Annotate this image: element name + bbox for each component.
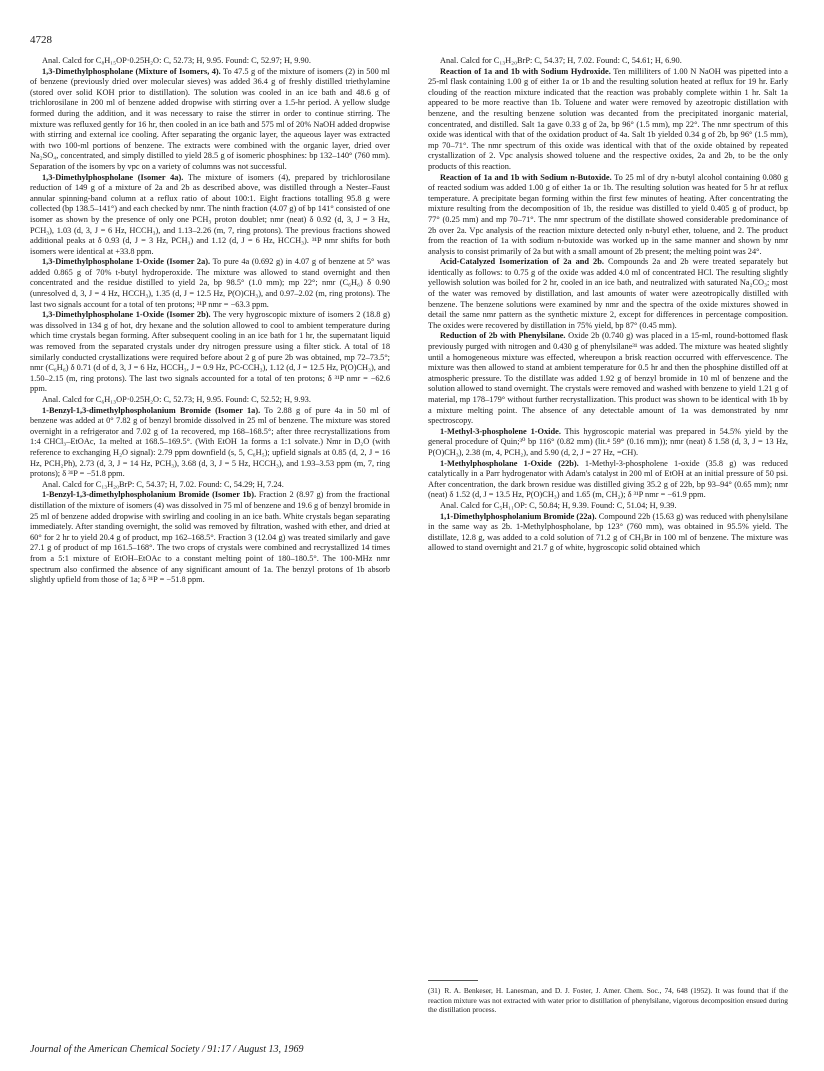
footnote [428, 986, 788, 1015]
section-paragraph [30, 173, 390, 258]
section-body: To pure 4a (0.692 g) in 4.07 g of benzene at 5° was added 0.865 g of 70% t-butyl hydroperoxide. The mixture was allowed to stand overnight and then concentrated and the residue distilled to yield 2a, bp 98.5° (1.0 mm); mp 22°; nmr (C₆H₆) δ 0.90 (unresolved d, 3, J = 4 Hz, HCCH₃), 1.35 (d, J = 12.5 Hz, P(O)CH₃), and 0.97–2.02 (m, ring protons). The last two signals account for a total of ten protons; ³¹P nmr = −63.3 ppm. [30, 257, 390, 309]
section-heading: Reduction of 2b with Phenylsilane. [440, 331, 566, 341]
analysis-line: Anal. Calcd for C₈H₁₅OP·0.25H₂O: C, 52.73; H, 9.95. Found: C, 52.97; H, 9.90. [42, 56, 311, 65]
section-paragraph [428, 257, 788, 331]
section-body: This hygroscopic material was prepared in 54.5% yield by the general procedure of Quin;³⁰ bp 116° (0.82 mm) (lit.⁴ 59° (0.16 mm)); nmr (neat) δ 1.58 (d, 3, J = 13 Hz, P(O)CH₃), 2.38 (m, 4, PCH₂), and 5.90 (d, 2, J = 27 Hz, =CH). [428, 426, 788, 457]
section-heading: 1-Benzyl-1,3-dimethylphospholanium Bromide (Isomer 1b). [42, 490, 257, 500]
section-heading: Reaction of 1a and 1b with Sodium Hydroxide. [440, 66, 611, 76]
section-body: To 25 ml of dry n-butyl alcohol containing 0.080 g of reacted sodium was added 1.00 g of either 1a or 1b. The resulting solution was heated for 5 hr at reflux temperature. A precipitate began forming within the first few minutes of heating. After concentrating the mixture resulting from the decomposition of 1b, the residue was distilled to yield 0.405 g of product, bp 77° (0.25 mm) and mp 70–71°. The nmr spectrum of the distillate showed considerable predominance of 2b over 2a. Vpc analysis of the reaction mixture detected only n-butyl ether, toluene, and 2. The product from the reaction of 1a with sodium n-butoxide was worked up in the same manner and shown by nmr analysis to consist primarily of 2a but with a small amount of 2b present; the melting point was 24°. [428, 172, 789, 256]
page-number: 4728 [30, 34, 52, 46]
section-heading: 1,3-Dimethylphospholane 1-Oxide (Isomer 2a). [42, 257, 211, 267]
section-paragraph [428, 427, 788, 459]
section-body: 1-Methyl-3-phospholene 1-oxide (35.8 g) was reduced catalytically in a Parr hydrogenator with Adam's catalyst in 200 ml of EtOH at an initial pressure of 50 psi. After concentration, the dark brown residue was distilled giving 35.2 g of 22b, bp 93–94° (0.65 mm); nmr (neat) δ 1.52 (d, J = 13.5 Hz, P(O)CH₃) and 1.65 (m, CH₂); δ ³¹P nmr = −61.9 ppm. [428, 458, 788, 500]
section-heading: 1,1-Dimethylphospholanium Bromide (22a). [440, 511, 597, 521]
footnote-divider [428, 980, 478, 981]
section-paragraph [30, 490, 390, 585]
section-heading: Reaction of 1a and 1b with Sodium n-Butoxide. [440, 172, 612, 182]
section-paragraph [30, 310, 390, 395]
analysis-line: Anal. Calcd for C₅H₁₁OP: C, 50.84; H, 9.39. Found: C, 51.04; H, 9.39. [440, 500, 677, 510]
section-body: To 2.88 g of pure 4a in 50 ml of benzene was added at 0° 7.82 g of benzyl bromide dissolved in 25 ml of benzene. The mixture was stored overnight in a refrigerator and 7.02 g of 1a recovered, mp 168–168.5°; after three recrystallizations from 1:4 CHCl₃–EtOAc, 1a melted at 168.5–169.5°. (With EtOH 1a forms a 1:1 solvate.) Nmr in D₂O (with reference to exchanging H₂O signal): 2.79 ppm downfield (s, 5, C₆H₅); upfield signals at 0.85 (d, 2, J = 16 Hz, PCH₂Ph), 2.73 (d, 3, J = 14 Hz, PCH₃), 3.68 (d, 3, J = 5 Hz, HCCH₃), and 1.93–3.53 ppm (m, 7, ring protons); δ ³¹P = −51.8 ppm. [30, 405, 390, 479]
footnote-number: (31) [428, 986, 441, 995]
section-body: Compound 22b (15.63 g) was reduced with phenylsilane in the same way as 2b. 1-Methylphospholane, bp 123° (760 mm), was obtained in 95.5% yield. The distillate, 12.8 g, was added to a cold solution of 71.2 g of CH₃Br in 100 ml of benzene. The mixture was allowed to stand overnight and 21.7 g of white, hygroscopic solid obtained which [428, 511, 788, 553]
section-body: The very hygroscopic mixture of isomers 2 (18.8 g) was dissolved in 134 g of hot, dry hexane and the solution allowed to cool to ambient temperature during which time crystals began forming. After subsequent cooling in an ice bath for 1 hr, the supernatant liquid was removed from the separated crystals under dry nitrogen pressure using a filter stick. A total of 18 similarly conducted crystallizations were required before about 2 g of pure 2b was obtained, mp 72–73.5°; nmr (C₆H₆) δ 0.71 (d of d, 3, J = 6 Hz, HCCH₃, J = 0.9 Hz, PC-CCH₃), 1.12 (d, J = 12.5 Hz, P(O)CH₃), and 1.50–2.15 (m, ring protons). The last two signals accounted for a total of ten protons; δ ³¹P nmr = −62.6 ppm. [30, 310, 390, 394]
section-paragraph [30, 406, 390, 480]
analysis-line: Anal. Calcd for C₁₃H₂₀BrP: C, 54.37; H, 7.02. Found: C, 54.29; H, 7.24. [42, 479, 284, 489]
analysis-line: Anal. Calcd for C₆H₁₃OP·0.25H₂O: C, 52.73; H, 9.95. Found: C, 52.52; H, 9.93. [42, 395, 311, 404]
section-heading: 1-Benzyl-1,3-dimethylphospholanium Bromide (Isomer 1a). [42, 405, 261, 415]
right-column [428, 56, 788, 554]
section-body: Ten milliliters of 1.00 N NaOH was pipetted into a 25-ml flask containing 1.00 g of either 1a or 1b and the resulting solution heated at reflux for 19 hr. Early clouding of the reaction mixture indicated that the reaction was probably complete within 1 hr. Salt 1a appeared to be more reactive than 1b. Toluene and water were removed by azeotropic distillation with benzene, and the resulting benzene solution was decanted from the precipitated inorganic material, concentrated, and distilled. Salt 1a gave 0.33 g of 2a, bp 96° (1.5 mm), mp 22°. The nmr spectrum of this oxide was identical with that of the oxidation product of 4a. Salt 1b yielded 0.34 g of 2b, bp 96° (1.5 mm), mp 70–71°. The nmr spectrum of this oxide was identical with that of the oxide obtained by repeated crystallization of 2. Vpc analysis showed toluene and the respective oxides, 2a and 2b, to be the only products of this reaction. [428, 66, 788, 171]
section-paragraph [428, 459, 788, 501]
section-body: The mixture of isomers (4), prepared by trichlorosilane reduction of 149 g of a mixture of 2a and 2b as described above, was distilled through a Nester–Faust annular spinning-band column at a reflux ratio of about 100:1. Eight fractions totalling 95.8 g were collected (bp 138.5–141°) and each checked by nmr. The ninth fraction (4.07 g) of bp 141° consisted of one isomer as shown by the presence of only one PCH₃ proton doublet; nmr (neat) δ 0.92 (d, 3, J = 3 Hz, PCH₃), 1.03 (d, 3, J = 6 Hz, HCCH₃), and 1.13–2.26 (m, 7, ring protons). The previous fractions showed additional peaks at δ 0.93 (d, J = 3 Hz, PCH₃) and 1.12 (d, J = 6 Hz, HCCH₃). ³¹P nmr shifts for both isomers were identical at +33.8 ppm. [30, 172, 390, 256]
section-body: Fraction 2 (8.97 g) from the fractional distillation of the mixture of isomers (4) was dissolved in 75 ml of benzene and 19.6 g of benzyl bromide in 25 ml of benzene added dropwise with swirling and cooling in an ice bath. White crystals began separating immediately. After standing overnight, the solid was removed by filtration, washed with ether, and dried at 60° for 2 hr to yield 20.4 g of product, mp 162–168.5°. Fraction 3 (12.04 g) was treated similarly and gave 27.1 g of product of mp 161.5–168°. The two crops of crystals were combined and recrystallized 14 times from a 5:1 mixture of EtOH–EtOAc to a constant melting point of 180–180.5°. The 100-MHz nmr spectrum also confirmed the absence of any significant amount of 1a. The benzyl protons of 1b absorb slightly upfield from those of 1a; δ ³¹P = −51.8 ppm. [30, 490, 390, 585]
section-body: Compounds 2a and 2b were treated separately but identically as follows: to 0.75 g of the oxide was added 4.0 ml of concentrated HCl. The resulting slightly yellowish solution was boiled for 2 hr, cooled in an ice bath, and neutralized with saturated Na₂CO₃; most of the water was removed by distillation, and last amounts of water were azeotropically distilled with benzene. The benzene solutions were examined by nmr and the spectra of the oxide mixtures showed in detail the same nmr pattern as the synthetic mixture 2, except for differences in percentage composition. The oxides were recovered by distillation in 75% yield, bp 87° (0.45 mm). [428, 257, 788, 330]
section-body: Oxide 2b (0.740 g) was placed in a 15-ml, round-bottomed flask previously purged with nitrogen and 0.430 g of phenylsilane³¹ was added. The mixture was heated slightly until a homogeneous mixture was effected, whereupon a brisk reaction occurred with effervescence. The mixture was then allowed to stand at ambient temperature for 0.5 hr and then the phosphine distilled off at atmospheric pressure. To the distillate was added 1.92 g of benzyl bromide in 10 ml of benzene and the solution allowed to stand overnight. The crystals were removed and washed with benzene to yield 1.21 g of material, mp 178–179° without further recrystallization. This product was shown to be identical with 1b by a mixture melting point. The absence of any detectable amount of 1a was demonstrated by nmr spectroscopy. [428, 331, 788, 426]
journal-footer: Journal of the American Chemical Society / 91:17 / August 13, 1969 [30, 1044, 304, 1055]
section-paragraph [428, 67, 788, 173]
section-heading: 1-Methyl-3-phospholene 1-Oxide. [440, 426, 561, 436]
left-column [30, 56, 390, 586]
section-paragraph [30, 67, 390, 173]
section-paragraph [428, 512, 788, 554]
section-heading: 1,3-Dimethylphospholane (Mixture of Isomers, 4). [42, 66, 221, 76]
section-paragraph [428, 331, 788, 426]
section-heading: 1-Methylphospholane 1-Oxide (22b). [440, 458, 579, 468]
footnote-text: R. A. Benkeser, H. Lanesman, and D. J. Foster, J. Amer. Chem. Soc., 74, 648 (1952). It was found that if the reaction mixture was not extracted with water prior to distillation of phenylsilane, vigorous decomposition ensued during the distillation process. [428, 986, 788, 1015]
section-heading: Acid-Catalyzed Isomerization of 2a and 2b. [440, 257, 604, 267]
section-paragraph [30, 257, 390, 310]
section-heading: 1,3-Dimethylphospholane 1-Oxide (Isomer 2b). [42, 310, 211, 320]
section-body: To 47.5 g of the mixture of isomers (2) in 500 ml of benzene (previously dried over molecular sieves) was added 36.4 g of freshly distilled triethylamine (stored over solid KOH prior to distillation). The solution was cooled in an ice bath and 48.6 g of trichlorosilane in 200 ml of benzene added dropwise with stirring over a 1.5-hr period. A yellow sludge formed during the addition, and it was necessary to raise the stirrer in order to continue stirring. The mixture was refluxed gently for 16 hr, then cooled in an ice bath and 575 ml of 20% NaOH added dropwise with stirring and external ice cooling. After separating the organic layer, the aqueous layer was extracted with two 100-ml portions of benzene. The extracts were combined with the organic layer, dried over Na₂SO₄, concentrated, and simply distilled to yield 28.5 g of isomeric phosphines: bp 132–140° (760 mm). Separation of the isomers by vpc on a variety of columns was not successful. [30, 66, 390, 171]
section-heading: 1,3-Dimethylphospholane (Isomer 4a). [42, 172, 184, 182]
analysis-line: Anal. Calcd for C₁₃H₂₀BrP: C, 54.37; H, 7.02. Found: C, 54.61; H, 6.90. [440, 56, 682, 65]
section-paragraph [428, 173, 788, 258]
